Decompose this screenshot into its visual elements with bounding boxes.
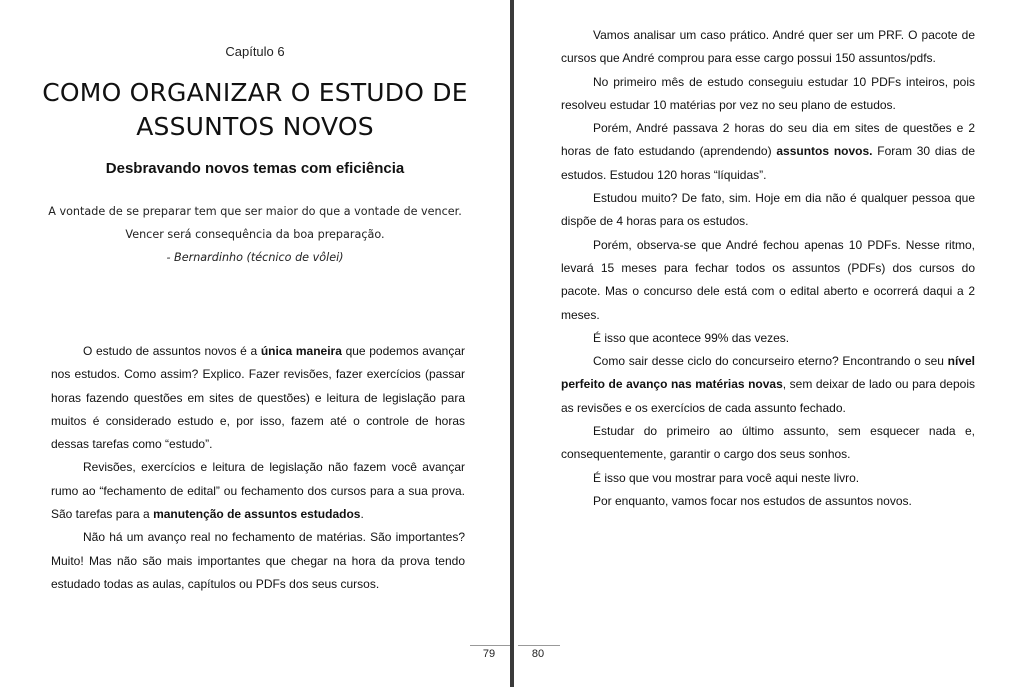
chapter-title-line1: COMO ORGANIZAR O ESTUDO DE bbox=[42, 78, 468, 107]
emphasis: assuntos novos. bbox=[776, 144, 873, 159]
paragraph: Estudar do primeiro ao último assunto, sem esquecer nada e, consequentemente, garantir o cargo dos seus sonhos. bbox=[561, 424, 975, 462]
paragraph: Como sair desse ciclo do concurseiro eterno? Encontrando o seu nível perfeito de avanço nas matérias novas, sem deixar de lado ou para depois as revisões e os exercícios de cada assunto fechado. bbox=[561, 354, 975, 415]
epigraph-line2: Vencer será consequência da boa preparação. bbox=[125, 228, 385, 241]
paragraph: Revisões, exercícios e leitura de legislação não fazem você avançar rumo ao “fechamento de edital” ou fechamento dos cursos para a sua prova. São tarefas para a manutenção de assuntos estudados. bbox=[51, 460, 465, 522]
page-number-rule bbox=[518, 645, 560, 646]
paragraph: Estudou muito? De fato, sim. Hoje em dia não é qualquer pessoa que dispõe de 4 horas para os estudos. bbox=[561, 191, 975, 229]
left-page bbox=[0, 0, 510, 687]
page-number-rule bbox=[470, 645, 510, 646]
chapter-title bbox=[0, 76, 510, 144]
emphasis: nível perfeito de avanço nas matérias novas bbox=[561, 354, 975, 392]
emphasis: única maneira bbox=[260, 344, 342, 358]
paragraph: No primeiro mês de estudo conseguiu estudar 10 PDFs inteiros, pois resolveu estudar 10 matérias por vez no seu plano de estudos. bbox=[561, 74, 975, 112]
paragraph: Não há um avanço real no fechamento de matérias. São importantes? Muito! Mas não são mais importantes que chegar na hora da prova tendo estudado todas as aulas, capítulos ou PDFs dos seus cursos. bbox=[51, 530, 465, 591]
paragraph: Vamos analisar um caso prático. André quer ser um PRF. O pacote de cursos que André comprou para esse cargo possui 150 assuntos/pdfs. bbox=[561, 28, 975, 66]
emphasis: manutenção de assuntos estudados bbox=[153, 507, 361, 522]
paragraph: O estudo de assuntos novos é a única maneira que podemos avançar nos estudos. Como assim? Explico. Fazer revisões, fazer exercícios (passar horas fazendo questões em sites de questões) e leitura de legislação para muitos é considerado estudo e, por isso, fazem até o controle de horas dessas tarefas como “estudo”. bbox=[51, 344, 465, 452]
right-page bbox=[514, 0, 1024, 687]
chapter-title-line2: ASSUNTOS NOVOS bbox=[136, 112, 374, 141]
paragraph: Por enquanto, vamos focar nos estudos de assuntos novos. bbox=[593, 493, 912, 508]
paragraph: É isso que acontece 99% das vezes. bbox=[593, 330, 790, 345]
epigraph-author: - Bernardinho (técnico de vôlei) bbox=[166, 251, 344, 264]
paragraph: Porém, observa-se que André fechou apenas 10 PDFs. Nesse ritmo, levará 15 meses para fechar todos os assuntos (PDFs) dos cursos do pacote. Mas o concurso dele está com o edital aberto e ocorrerá daqui a 2 meses. bbox=[561, 237, 975, 322]
page-number: 80 bbox=[531, 648, 545, 660]
epigraph-line1: A vontade de se preparar tem que ser maior do que a vontade de vencer. bbox=[48, 205, 462, 218]
chapter-label: Capítulo 6 bbox=[225, 44, 285, 59]
page-number: 79 bbox=[482, 648, 496, 660]
chapter-subtitle: Desbravando novos temas com eficiência bbox=[105, 160, 405, 177]
epigraph bbox=[0, 200, 510, 269]
paragraph: Porém, André passava 2 horas do seu dia em sites de questões e 2 horas de fato estudando (aprendendo) assuntos novos. Foram 30 dias de estudos. Estudou 120 horas “líquidas”. bbox=[561, 121, 976, 182]
left-body-text bbox=[51, 340, 465, 596]
right-body-text bbox=[561, 24, 975, 513]
paragraph: É isso que vou mostrar para você aqui neste livro. bbox=[593, 470, 860, 485]
